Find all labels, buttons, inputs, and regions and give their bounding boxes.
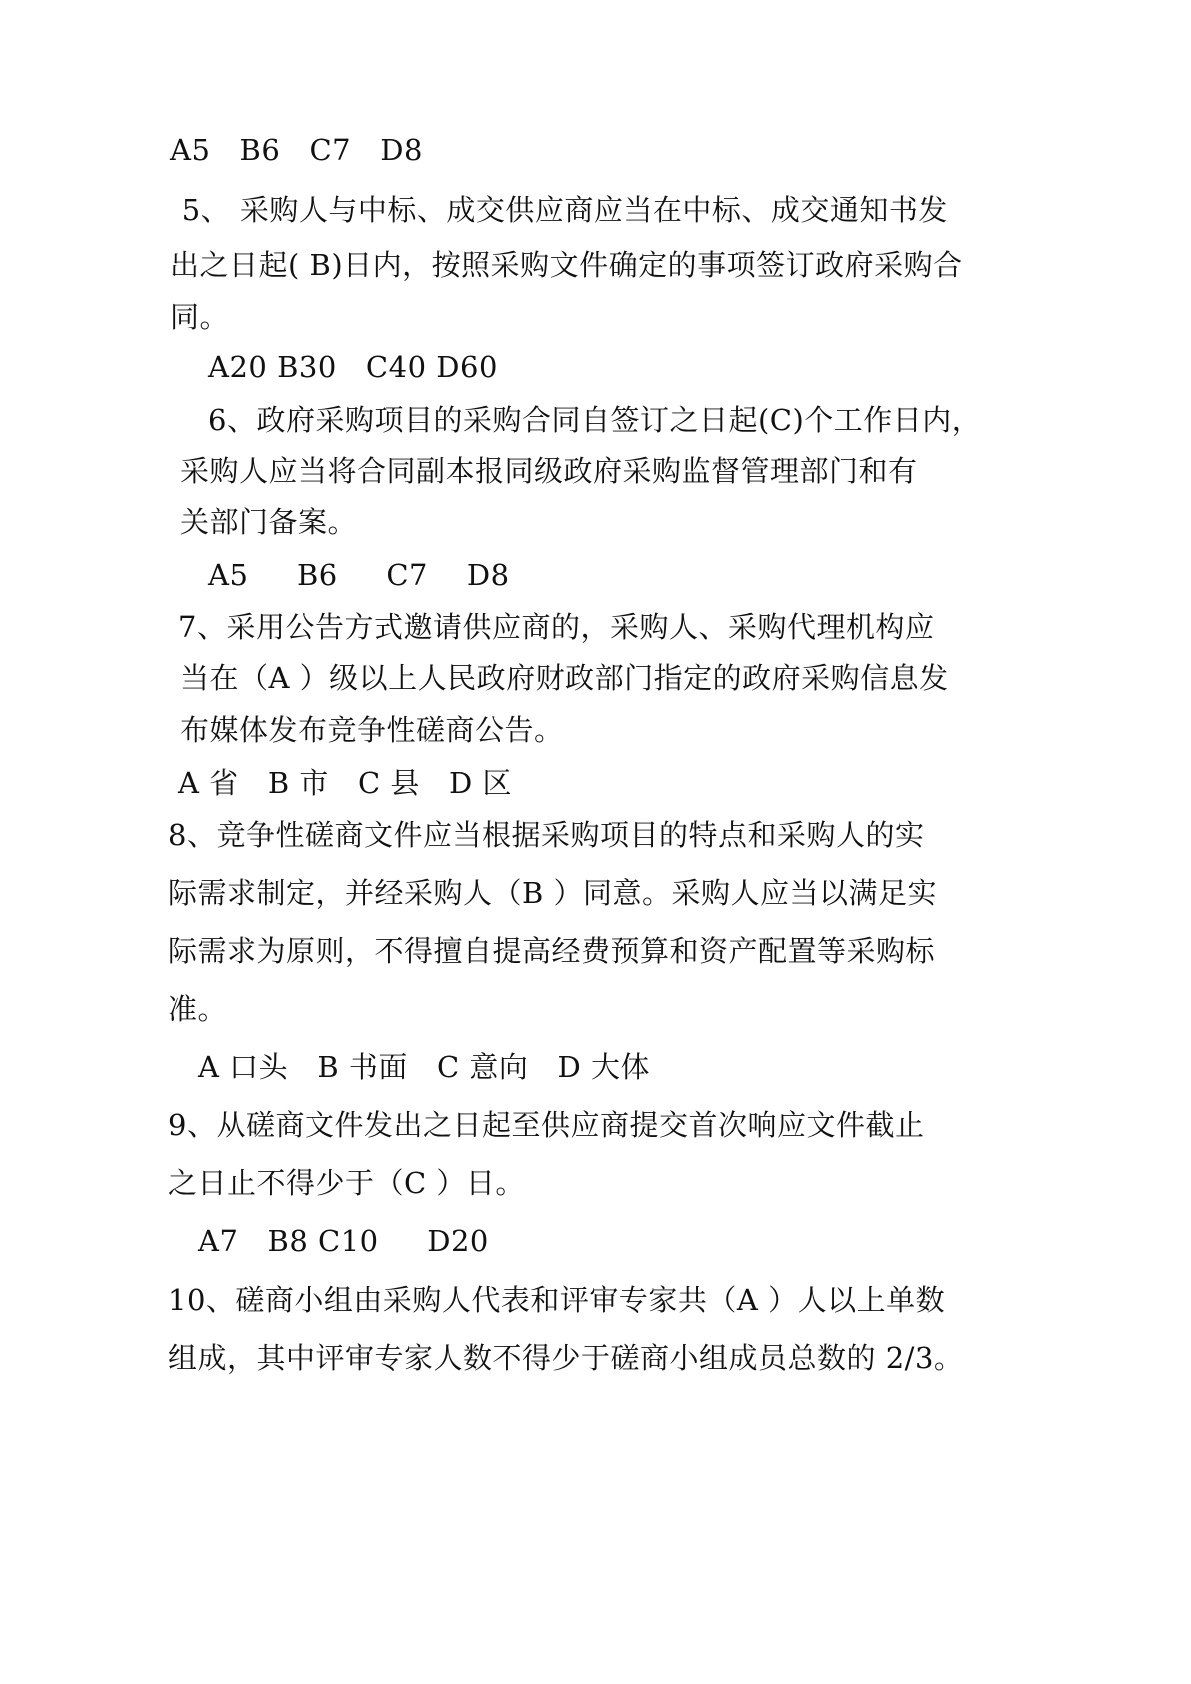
q4-options: A5 B6 C7 D8 bbox=[170, 133, 423, 167]
q6-options: A5 B6 C7 D8 bbox=[208, 558, 510, 592]
q5-text-line-3: 同。 bbox=[170, 300, 230, 334]
q8-options: A 口头 B 书面 C 意向 D 大体 bbox=[198, 1050, 651, 1084]
q6-text-line-2: 采购人应当将合同副本报同级政府采购监督管理部门和有 bbox=[180, 454, 918, 488]
q7-text-line-1: 7、采用公告方式邀请供应商的，采购人、采购代理机构应 bbox=[178, 610, 935, 644]
q5-options: A20 B30 C40 D60 bbox=[208, 350, 498, 384]
q9-text-line-1: 9、从磋商文件发出之日起至供应商提交首次响应文件截止 bbox=[168, 1108, 925, 1142]
q8-text-line-3: 际需求为原则，不得擅自提高经费预算和资产配置等采购标 bbox=[168, 934, 936, 968]
q9-options: A7 B8 C10 D20 bbox=[198, 1224, 489, 1258]
q10-text-line-1: 10、磋商小组由采购人代表和评审专家共（A ）人以上单数 bbox=[168, 1283, 946, 1317]
q8-text-line-2: 际需求制定，并经采购人（B ）同意。采购人应当以满足实 bbox=[168, 876, 938, 910]
q9-text-line-2: 之日止不得少于（C ）日。 bbox=[168, 1166, 525, 1200]
q7-text-line-2: 当在（A ）级以上人民政府财政部门指定的政府采购信息发 bbox=[180, 661, 949, 695]
q7-text-line-3: 布媒体发布竞争性磋商公告。 bbox=[180, 713, 564, 747]
q6-text-line-3: 关部门备案。 bbox=[180, 505, 358, 539]
q8-text-line-4: 准。 bbox=[168, 992, 228, 1026]
q10-text-line-2: 组成，其中评审专家人数不得少于磋商小组成员总数的 2/3。 bbox=[168, 1341, 964, 1375]
q5-text-line-1: 5、 采购人与中标、成交供应商应当在中标、成交通知书发 bbox=[172, 193, 948, 227]
q7-options: A 省 B 市 C 县 D 区 bbox=[178, 766, 513, 800]
q6-text-line-1: 6、政府采购项目的采购合同自签订之日起(C)个工作日内， bbox=[208, 403, 982, 437]
q8-text-line-1: 8、竞争性磋商文件应当根据采购项目的特点和采购人的实 bbox=[168, 818, 925, 852]
q5-text-line-2: 出之日起( B)日内，按照采购文件确定的事项签订政府采购合 bbox=[170, 248, 963, 282]
